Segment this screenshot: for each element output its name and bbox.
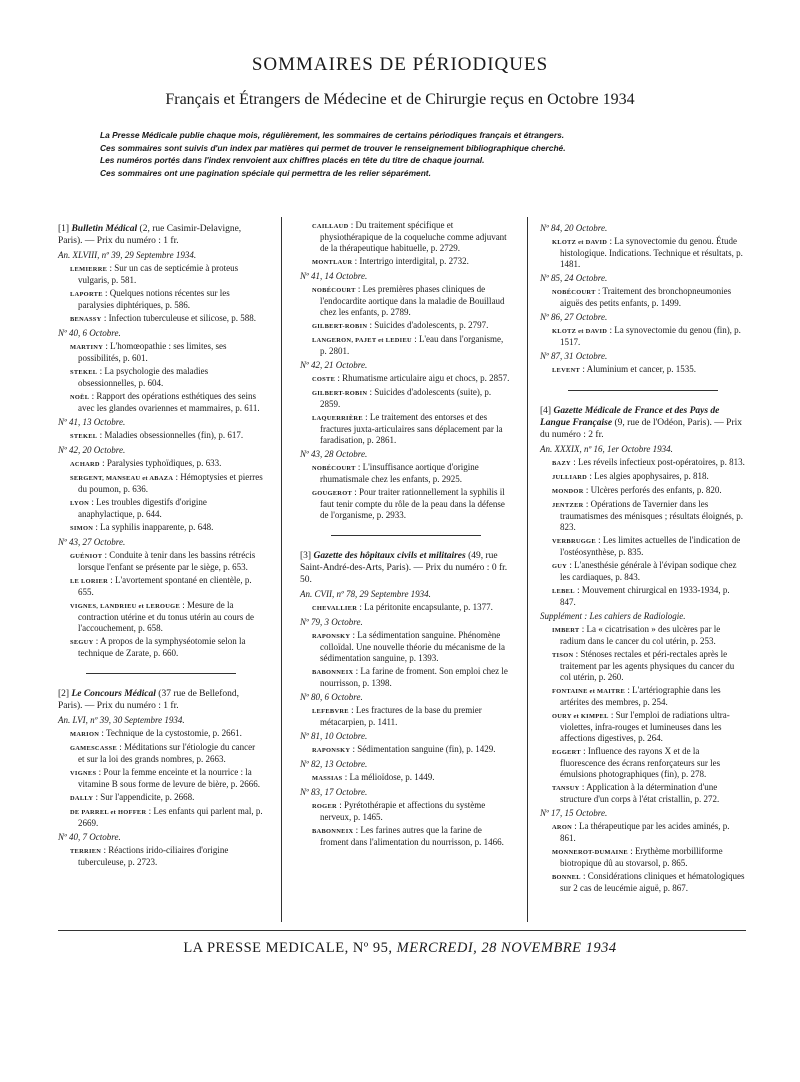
footer-journal: LA PRESSE MEDICALE, Nº 95,: [183, 940, 397, 956]
article-entry: [312, 220, 512, 254]
article-entry: [70, 636, 263, 659]
article-author: LEBEL: [552, 588, 575, 595]
article-title: : La farine de froment. Son emploi chez le nourrisson, p. 1398.: [320, 666, 508, 688]
issue-heading: An. XLVIII, nº 39, 29 Septembre 1934.: [58, 250, 197, 260]
article-entry: [312, 705, 512, 728]
article-author: COSTE: [312, 376, 336, 383]
article-author: VERBRUGGE: [552, 538, 596, 545]
article-author: SEGUY: [70, 639, 94, 646]
article-author: TANSUY: [552, 785, 580, 792]
issue-heading: Nº 87, 31 Octobre.: [540, 351, 608, 361]
issue-heading: An. LVI, nº 39, 30 Septembre 1934.: [58, 715, 185, 725]
article-entry: [70, 458, 263, 470]
article-author: LAPORTE: [70, 291, 103, 298]
article-entry: [312, 602, 512, 614]
article-entry: [70, 767, 263, 790]
issue-heading: Nº 40, 7 Octobre.: [58, 832, 121, 842]
article-title: : Les premières phases cliniques de l'endocardite aortique dans la maladie de Bouillaud chez les enfants, p. 2789.: [320, 284, 505, 317]
article-title: : La synovectomie du genou. Étude histologique. Indications. Technique et résultats, p. 1481.: [560, 236, 743, 269]
issue-heading: Nº 80, 6 Octobre.: [300, 692, 363, 702]
article-title: : Pour traiter rationnellement la syphilis il faut tenir compte du rôle de la peau dans la défense de l'organisme, p. 2933.: [320, 487, 505, 520]
article-entry: [552, 535, 746, 558]
journal-number: [4]: [540, 406, 552, 416]
article-title: : L'anesthésie générale à l'évipan sodique chez les cardiaques, p. 843.: [560, 560, 737, 582]
article-title: : Intertrigo interdigital, p. 2732.: [352, 256, 469, 266]
article-title: : Du traitement spécifique et physiothérapique de la coqueluche comme adjuvant de la thérapeutique habituelle, p. 2729.: [320, 220, 507, 253]
footer-rule: [58, 930, 746, 931]
article-author: LEVENT: [552, 367, 581, 374]
article-author: MARION: [70, 731, 100, 738]
article-title: : Pyrétothérapie et affections du système nerveux, p. 1465.: [320, 800, 486, 822]
article-title: : Conduite à tenir dans les bassins rétrécis lorsque l'enfant se présente par le siège, p. 653.: [78, 550, 256, 572]
journal-name: Le Concours Médical: [71, 689, 156, 699]
article-author: BAZY: [552, 460, 571, 467]
article-entry: [70, 288, 263, 311]
article-author: GUÉNIOT: [70, 553, 103, 560]
journal-number: [3]: [300, 551, 312, 561]
article-entry: [70, 522, 263, 534]
article-entry: [70, 575, 263, 598]
issue-heading: Nº 42, 20 Octobre.: [58, 445, 126, 455]
article-author: LYON: [70, 500, 90, 507]
article-title: : Mesure de la contraction utérine et du tonus utérin au cours de l'accouchement, p. 658.: [78, 600, 254, 633]
article-title: : Erythème morbilliforme biotropique dû au stovarsol, p. 865.: [560, 846, 723, 868]
article-entry: [552, 585, 746, 608]
article-entry: [312, 256, 512, 268]
article-title: : L'homœopathie : ses limites, ses possibilités, p. 601.: [78, 341, 227, 363]
article-title: : La mélioïdose, p. 1449.: [342, 772, 435, 782]
article-title: : Méditations sur l'étiologie du cancer et sur la loi des grands nombres, p. 2663.: [78, 742, 256, 764]
article-title: : Sur l'appendicite, p. 2668.: [93, 792, 195, 802]
issue-heading: Nº 79, 3 Octobre.: [300, 617, 363, 627]
article-entry: [552, 624, 746, 647]
article-author: IMBERT: [552, 627, 580, 634]
article-title: : Pour la femme enceinte et la nourrice : la vitamine B sous forme de levure de bière, p. 2666.: [78, 767, 260, 789]
intro-line: Ces sommaires sont suivis d'un index par matières qui permet de trouver le renseignement bibliographique cherché.: [100, 142, 566, 153]
article-entry: [312, 487, 512, 521]
article-title: : Les troubles digestifs d'origine anaphylactique, p. 644.: [78, 497, 207, 519]
article-author: LANGERON, PAJET et LEDIEU: [312, 337, 412, 344]
article-title: : Opérations de Tavernier dans les traumatismes des ménisques ; résultats éloignés, p. 823.: [560, 499, 743, 532]
article-author: LEMIERRE: [70, 266, 108, 273]
article-entry: [312, 800, 512, 823]
article-entry: [70, 366, 263, 389]
article-title: : Paralysies typhoïdiques, p. 633.: [99, 458, 222, 468]
journal-number: [1]: [58, 224, 70, 234]
column-2: [300, 220, 512, 850]
article-title: : Mouvement chirurgical en 1933-1934, p. 847.: [560, 585, 730, 607]
issue-heading: Nº 43, 27 Octobre.: [58, 537, 126, 547]
article-entry: [312, 284, 512, 318]
article-title: : A propos de la symphyséotomie selon la technique de Zarate, p. 660.: [78, 636, 246, 658]
article-author: GILBERT-ROBIN: [312, 390, 368, 397]
article-title: : La psychologie des maladies obsessionnelles, p. 604.: [78, 366, 209, 388]
article-title: : Traitement des bronchopneumonies aiguës des petits enfants, p. 1499.: [560, 286, 732, 308]
article-entry: [552, 846, 746, 869]
article-entry: [70, 497, 263, 520]
article-title: : Sténoses rectales et péri-rectales après le traitement par les agents physiques du cancer du col utérin, p. 260.: [560, 649, 735, 682]
section-rule: [331, 535, 481, 536]
article-author: BONNEL: [552, 874, 581, 881]
journal-address: (9, rue de l'Odéon, Paris). — Prix du numéro : 2 fr.: [540, 418, 743, 440]
issue-heading: Nº 82, 13 Octobre.: [300, 759, 368, 769]
issue-heading: Nº 40, 6 Octobre.: [58, 328, 121, 338]
article-entry: [312, 373, 512, 385]
article-entry: [70, 341, 263, 364]
section-rule: [568, 390, 718, 391]
issue-heading: An. XXXIX, nº 16, 1er Octobre 1934.: [540, 444, 673, 454]
article-author: LEFEBVRE: [312, 708, 349, 715]
article-author: GAMESCASSE: [70, 745, 118, 752]
article-title: : Sédimentation sanguine (fin), p. 1429.: [350, 744, 496, 754]
article-entry: [552, 485, 746, 497]
article-title: : Influence des rayons X et de la fluorescence des écrans renforçateurs sur les émulsions photographiques (fin), p. 278.: [560, 746, 721, 779]
article-author: CHEVALLIER: [312, 605, 358, 612]
article-title: : Les farines autres que la farine de froment dans l'alimentation du nourrisson, p. 1466.: [320, 825, 504, 847]
article-entry: [552, 325, 746, 348]
article-title: : Les enfants qui parlent mal, p. 2669.: [78, 806, 263, 828]
journal-heading: [540, 405, 746, 441]
article-author: SIMON: [70, 525, 94, 532]
article-entry: [70, 728, 263, 740]
article-title: : Suicides d'adolescents (suite), p. 2859.: [320, 387, 492, 409]
intro-notice: [100, 129, 720, 179]
article-entry: [70, 472, 263, 495]
article-author: TISON: [552, 652, 574, 659]
issue-heading: Nº 43, 28 Octobre.: [300, 449, 368, 459]
article-title: : Les fractures de la base du premier métacarpien, p. 1411.: [320, 705, 482, 727]
article-author: JULLIARD: [552, 474, 588, 481]
journal-heading: [58, 688, 263, 712]
article-author: STEKEL: [70, 369, 98, 376]
article-entry: [552, 710, 746, 744]
article-entry: [70, 550, 263, 573]
issue-heading: Nº 41, 14 Octobre.: [300, 271, 368, 281]
article-entry: [70, 313, 263, 325]
article-author: NOBÉCOURT: [312, 287, 356, 294]
article-entry: [552, 746, 746, 780]
journal-name: Gazette Médicale de France et des Pays de Langue Française: [540, 406, 720, 428]
article-author: ROGER: [312, 803, 337, 810]
article-entry: [552, 871, 746, 894]
article-entry: [552, 649, 746, 683]
article-author: NOBÉCOURT: [312, 465, 356, 472]
article-author: LAQUERRIÈRE: [312, 415, 363, 422]
journal-address: (2, rue Casimir-Delavigne, Paris). — Prix du numéro : 1 fr.: [58, 224, 242, 246]
footer-date: MERCREDI, 28 NOVEMBRE 1934: [396, 940, 617, 956]
column-divider: [281, 217, 282, 922]
article-title: : Hémoptysies et pierres du poumon, p. 636.: [78, 472, 263, 494]
article-entry: [70, 430, 263, 442]
article-author: STEKEL: [70, 433, 98, 440]
article-title: : Les algies apophysaires, p. 818.: [587, 471, 709, 481]
article-author: VIGNES, LANDRIEU et LEROUGE: [70, 603, 181, 610]
journal-heading: [300, 550, 512, 586]
article-title: : Considérations cliniques et hématologiques sur 2 cas de leucémie aiguë, p. 867.: [560, 871, 745, 893]
article-author: RAPONSKY: [312, 633, 351, 640]
article-entry: [70, 263, 263, 286]
article-title: : La syphilis inapparente, p. 648.: [93, 522, 214, 532]
article-author: GUY: [552, 563, 568, 570]
column-divider: [527, 217, 528, 922]
article-author: VIGNES: [70, 770, 97, 777]
article-entry: [552, 364, 746, 376]
article-title: : Sur un cas de septicémie à proteus vulgaris, p. 581.: [78, 263, 239, 285]
article-entry: [312, 744, 512, 756]
article-entry: [552, 821, 746, 844]
journal-name: Gazette des hôpitaux civils et militaires: [313, 551, 466, 561]
article-author: CAILLAUD: [312, 223, 349, 230]
article-entry: [552, 286, 746, 309]
page-title: SOMMAIRES DE PÉRIODIQUES: [251, 54, 549, 75]
article-author: BABONNEIX: [312, 828, 354, 835]
article-entry: [312, 666, 512, 689]
article-author: ACHARD: [70, 461, 100, 468]
article-author: DE PARREL et HOFFER: [70, 809, 147, 816]
article-entry: [312, 412, 512, 446]
article-entry: [552, 499, 746, 533]
article-author: OURY et KIMPEL: [552, 713, 609, 720]
article-author: SERGENT, MANSEAU et ABAZA: [70, 475, 174, 482]
article-author: GOUGEROT: [312, 490, 353, 497]
intro-line: Ces sommaires ont une pagination spéciale qui permettra de les relier séparément.: [100, 167, 431, 178]
article-title: : La péritonite encapsulante, p. 1377.: [357, 602, 493, 612]
article-title: : Rapport des opérations esthétiques des seins avec les glandes ovariennes et mammaires, p. 611.: [78, 391, 260, 413]
article-entry: [312, 825, 512, 848]
article-author: DALLY: [70, 795, 94, 802]
article-author: RAPONSKY: [312, 747, 351, 754]
article-author: MONTLAUR: [312, 259, 353, 266]
article-entry: [312, 320, 512, 332]
article-entry: [312, 334, 512, 357]
article-author: MONNEROT-DUMAINE: [552, 849, 628, 856]
article-author: MONDOR: [552, 488, 584, 495]
journal-address: (37 rue de Bellefond, Paris). — Prix du numéro : 1 fr.: [58, 689, 240, 711]
section-rule: [86, 673, 236, 674]
article-title: : Les limites actuelles de l'indication de l'ostéosynthèse, p. 835.: [560, 535, 741, 557]
page-subtitle: Français et Étrangers de Médecine et de Chirurgie reçus en Octobre 1934: [165, 91, 635, 108]
article-title: : Le traitement des entorses et des fractures juxta-articulaires sans déplacement par la faradisation, p. 2861.: [320, 412, 503, 445]
article-entry: [552, 685, 746, 708]
article-entry: [312, 387, 512, 410]
article-author: JENTZER: [552, 502, 584, 509]
article-author: BENASSY: [70, 316, 102, 323]
article-title: : La synovectomie du genou (fin), p. 1517.: [560, 325, 741, 347]
article-author: FONTAINE et MAITRE: [552, 688, 626, 695]
article-entry: [552, 236, 746, 270]
intro-line: La Presse Médicale publie chaque mois, régulièrement, les sommaires de certains périodiques français et étrangers.: [100, 130, 565, 140]
intro-line: Les numéros portés dans l'index renvoient aux chiffres placés en tête du titre de chaque journal.: [100, 155, 485, 165]
article-entry: [70, 806, 263, 829]
article-title: : Réactions irido-ciliaires d'origine tuberculeuse, p. 2723.: [78, 845, 229, 867]
article-title: : La sédimentation sanguine. Phénomène colloïdal. Une nouvelle théorie du mécanisme de la sédimentation sanguine, p. 1393.: [320, 630, 505, 663]
article-author: EGGERT: [552, 749, 581, 756]
issue-heading: Nº 41, 13 Octobre.: [58, 417, 126, 427]
journal-name: Bulletin Médical: [71, 224, 138, 234]
issue-heading: Nº 83, 17 Octobre.: [300, 787, 368, 797]
article-title: : L'avortement spontané en clientèle, p. 655.: [78, 575, 252, 597]
article-entry: [70, 391, 263, 414]
issue-heading: Nº 84, 20 Octobre.: [540, 223, 608, 233]
article-title: : L'artériographie dans les artérites des membres, p. 254.: [560, 685, 721, 707]
issue-heading: Nº 86, 27 Octobre.: [540, 312, 608, 322]
article-entry: [312, 772, 512, 784]
article-title: : Maladies obsessionnelles (fin), p. 617.: [97, 430, 244, 440]
article-title: : Application à la détermination d'une structure d'un corps à l'état cristallin, p. 272.: [560, 782, 720, 804]
article-entry: [70, 600, 263, 634]
article-author: MARTINY: [70, 344, 104, 351]
article-author: BABONNEIX: [312, 669, 354, 676]
article-entry: [312, 462, 512, 485]
article-entry: [552, 457, 746, 469]
article-author: GILBERT-ROBIN: [312, 323, 368, 330]
journal-address: (49, rue Saint-André-des-Arts, Paris). — Prix du numéro : 0 fr. 50.: [300, 551, 508, 585]
column-1: [58, 220, 263, 870]
article-title: : Technique de la cystostomie, p. 2661.: [99, 728, 242, 738]
issue-heading: Nº 85, 24 Octobre.: [540, 273, 608, 283]
article-author: KLOTZ et DAVID: [552, 239, 608, 246]
article-title: : Ulcères perforés des enfants, p. 820.: [583, 485, 722, 495]
article-title: : L'eau dans l'organisme, p. 2801.: [320, 334, 504, 356]
article-author: ARON: [552, 824, 573, 831]
issue-heading: Nº 17, 15 Octobre.: [540, 808, 608, 818]
article-title: : Suicides d'adolescents, p. 2797.: [367, 320, 489, 330]
issue-heading: Nº 81, 10 Octobre.: [300, 731, 368, 741]
article-entry: [552, 782, 746, 805]
column-3: [540, 220, 746, 896]
article-author: KLOTZ et DAVID: [552, 328, 608, 335]
article-title: : Rhumatisme articulaire aigu et chocs, p. 2857.: [335, 373, 510, 383]
article-title: : Infection tuberculeuse et silicose, p. 588.: [101, 313, 257, 323]
article-entry: [70, 845, 263, 868]
issue-heading: Supplément : Les cahiers de Radiologie.: [540, 611, 686, 621]
article-author: LE LORIER: [70, 578, 109, 585]
article-entry: [70, 792, 263, 804]
article-entry: [70, 742, 263, 765]
issue-heading: An. CVII, nº 78, 29 Septembre 1934.: [300, 589, 431, 599]
article-title: : L'insuffisance aortique d'origine rhumatismale chez les enfants, p. 2925.: [320, 462, 479, 484]
page-footer: [0, 940, 800, 957]
journal-number: [2]: [58, 689, 70, 699]
article-title: : Les réveils infectieux post-opératoires, p. 813.: [570, 457, 745, 467]
article-title: : La thérapeutique par les acides aminés, p. 861.: [560, 821, 730, 843]
issue-heading: Nº 42, 21 Octobre.: [300, 360, 368, 370]
article-title: : Sur l'emploi de radiations ultra-violettes, infra-rouges et lumineuses dans les affections digestives, p. 264.: [560, 710, 730, 743]
article-author: MASSIAS: [312, 775, 343, 782]
article-title: : La « cicatrisation » des ulcères par le radium dans le cancer du col utérin, p. 253.: [560, 624, 721, 646]
article-entry: [552, 471, 746, 483]
journal-heading: [58, 223, 263, 247]
article-author: NOËL: [70, 394, 90, 401]
article-author: TERRIEN: [70, 848, 102, 855]
article-title: : Aluminium et cancer, p. 1535.: [580, 364, 696, 374]
article-author: NOBÉCOURT: [552, 289, 596, 296]
article-entry: [312, 630, 512, 664]
article-title: : Quelques notions récentes sur les paralysies diphtériques, p. 586.: [78, 288, 230, 310]
article-entry: [552, 560, 746, 583]
